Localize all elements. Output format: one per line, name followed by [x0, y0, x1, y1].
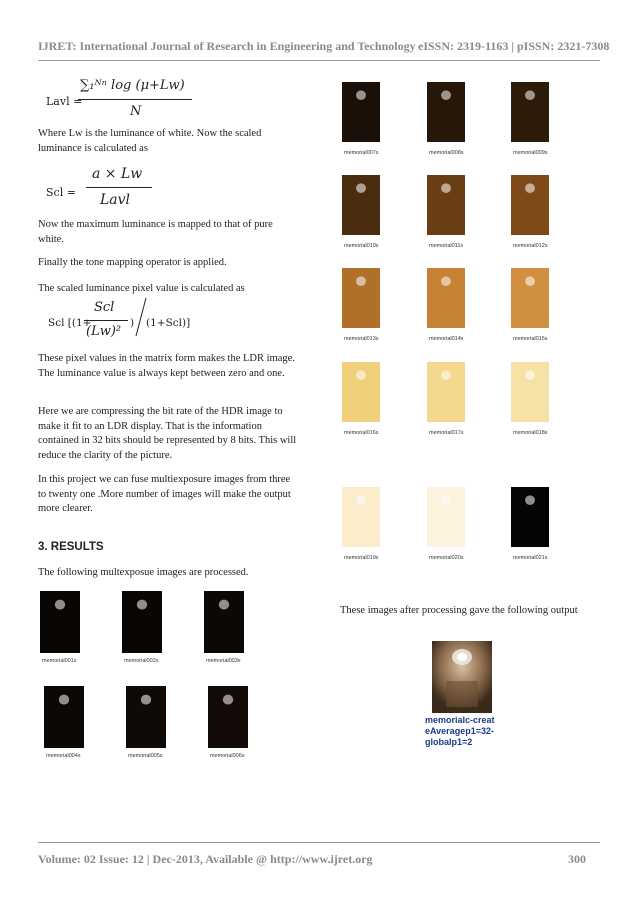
thumbnail-image: [511, 487, 549, 547]
thumbnail-image: [204, 591, 244, 653]
paragraph-7: In this project we can fuse multiexposure images from three to twenty one .More number of images will make the output more clearer.: [38, 474, 291, 514]
output-caption-line-1: memorialc-creat: [425, 715, 495, 725]
scl-numerator: a × Lw: [92, 166, 143, 182]
paragraph-5: These pixel values in the matrix form makes the LDR image. The luminance value is always kept between zero and one.: [38, 353, 295, 379]
paragraph-6: Here we are compressing the bit rate of the HDR image to make it fit to an LDR display. That is the information contained in 32 bits should be represented by 8 bits. This will reduce the clarity of the picture.: [38, 406, 297, 461]
output-caption-line-2: eAveragep1=32-: [425, 726, 494, 736]
thumbnail-image: [511, 82, 549, 142]
footer-text: Volume: 02 Issue: 12 | Dec-2013, Available @ http://www.ijret.org: [38, 852, 373, 866]
thumbnail-label: memorial001s: [42, 658, 77, 664]
section-heading: 3. RESULTS: [38, 541, 104, 553]
thumbnail-label: memorial009s: [513, 150, 548, 156]
scl-denominator: Lavl: [100, 192, 131, 208]
thumbnail-image: [208, 686, 248, 748]
thumbnail-image: [122, 591, 162, 653]
thumbnail-label: memorial012s: [513, 243, 548, 249]
paragraph-2: Now the maximum luminance is mapped to that of pure white.: [38, 219, 273, 245]
paragraph-8: The following multexposue images are processed.: [38, 567, 249, 578]
issn: eISSN: 2319-1163 | pISSN: 2321-7308: [418, 39, 610, 53]
paragraph-3: Finally the tone mapping operator is applied.: [38, 257, 227, 268]
thumbnail-label: memorial003s: [206, 658, 241, 664]
thumbnail-image: [342, 362, 380, 422]
thumbnail-image: [126, 686, 166, 748]
thumbnail-label: memorial020s: [429, 555, 464, 561]
thumbnail-image: [342, 175, 380, 235]
thumbnail-image: [342, 487, 380, 547]
pixel-eq-denominator: (Lw)²: [86, 324, 122, 339]
thumbnail-label: memorial008s: [429, 150, 464, 156]
scl-label: Scl =: [46, 186, 76, 199]
thumbnail-image: [40, 591, 80, 653]
thumbnail-image: [342, 268, 380, 328]
pixel-eq-right-paren: ): [130, 317, 135, 329]
lavl-denominator: N: [130, 104, 142, 119]
thumbnail-label: memorial004s: [46, 753, 81, 759]
lavl-fraction-bar: [78, 99, 192, 100]
thumbnail-image: [427, 268, 465, 328]
thumbnail-label: memorial007s: [344, 150, 379, 156]
paragraph-9: These images after processing gave the following output: [340, 605, 578, 616]
thumbnail-label: memorial011s: [429, 243, 464, 249]
pixel-eq-tail: (1+Scl)]: [146, 317, 191, 329]
lavl-numerator: ∑₁ᴺⁿ log (μ+Lw): [80, 78, 185, 93]
page-number: 300: [568, 852, 586, 866]
thumbnail-image: [427, 82, 465, 142]
thumbnail-image: [511, 268, 549, 328]
thumbnail-image: [427, 487, 465, 547]
thumbnail-label: memorial021s: [513, 555, 548, 561]
paragraph-1: Where Lw is the luminance of white. Now the scaled luminance is calculated as: [38, 128, 262, 154]
thumbnail-image: [342, 82, 380, 142]
thumbnail-label: memorial006s: [210, 753, 245, 759]
thumbnail-label: memorial017s: [429, 430, 464, 436]
thumbnail-label: memorial013s: [344, 336, 379, 342]
footer-rule: [38, 842, 600, 843]
thumbnail-label: memorial018s: [513, 430, 548, 436]
thumbnail-label: memorial002s: [124, 658, 159, 664]
output-image: [432, 641, 492, 713]
paragraph-4: The scaled luminance pixel value is calculated as: [38, 283, 245, 294]
thumbnail-label: memorial014s: [429, 336, 464, 342]
output-caption: [425, 715, 495, 748]
thumbnail-label: memorial016s: [344, 430, 379, 436]
thumbnail-image: [427, 362, 465, 422]
thumbnail-label: memorial005s: [128, 753, 163, 759]
lavl-label: Lavl =: [46, 95, 83, 108]
thumbnail-image: [511, 362, 549, 422]
output-caption-line-3: globalp1=2: [425, 737, 473, 747]
pixel-eq-numerator: Scl: [94, 300, 115, 315]
journal-title: IJRET: International Journal of Research in Engineering and Technology: [38, 39, 416, 53]
pixel-eq-left: Scl [(1+: [48, 317, 92, 329]
pixel-eq-fraction-bar: [84, 320, 128, 321]
thumbnail-label: memorial015s: [513, 336, 548, 342]
thumbnail-image: [511, 175, 549, 235]
thumbnail-label: memorial010s: [344, 243, 379, 249]
thumbnail-image: [44, 686, 84, 748]
output-photo: [432, 641, 492, 713]
thumbnail-label: memorial019s: [344, 555, 379, 561]
thumbnail-image: [427, 175, 465, 235]
header-rule: [38, 60, 600, 61]
scl-fraction-bar: [86, 187, 152, 188]
